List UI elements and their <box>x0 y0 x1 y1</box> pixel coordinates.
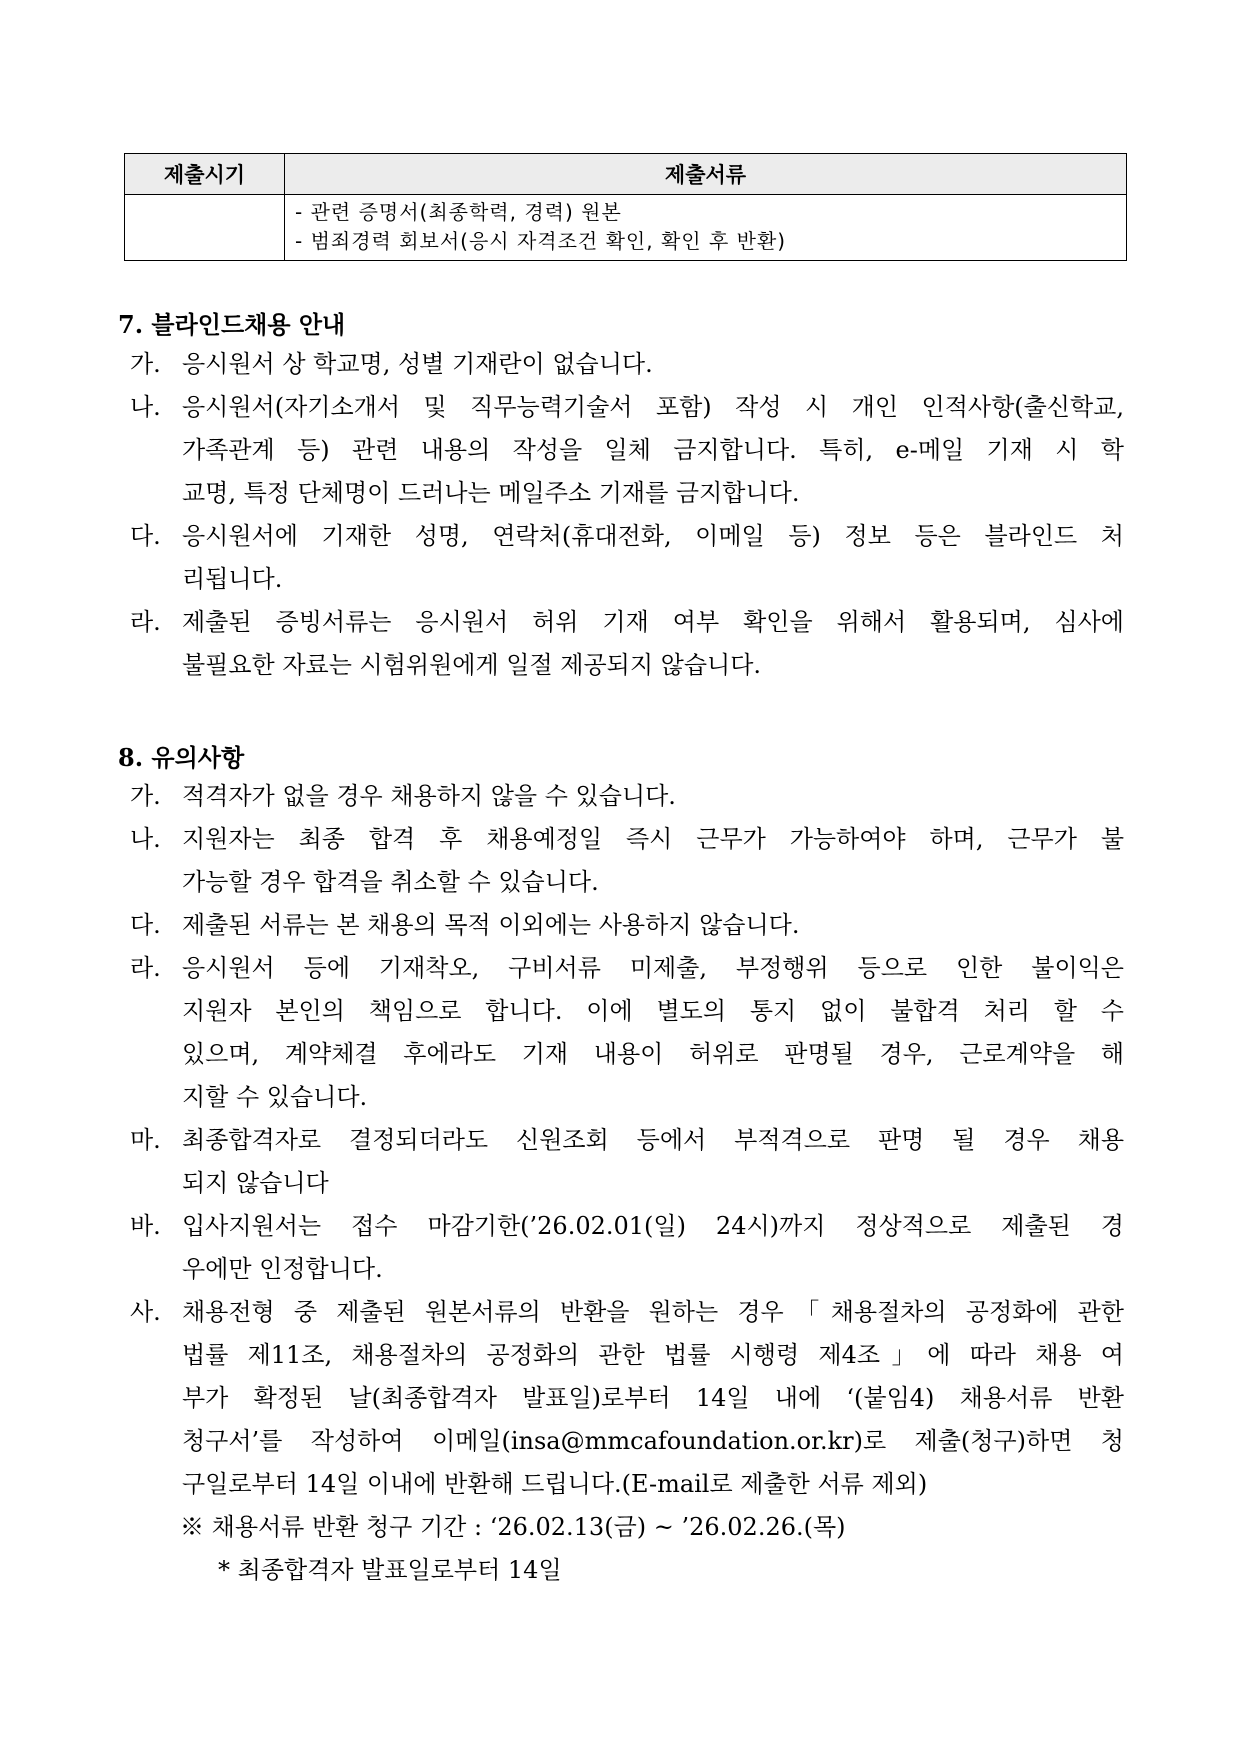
section-8-heading: 8. 유의사항 <box>118 743 245 772</box>
return-period-subnote: * 최종합격자 발표일로부터 14일 <box>218 1556 562 1584</box>
list-item-line: 구일로부터 14일 이내에 반환해 드립니다.(E-mail로 제출한 서류 제외) <box>182 1470 928 1498</box>
list-item-line: 교명, 특정 단체명이 드러나는 메일주소 기재를 금지합니다. <box>182 479 800 507</box>
list-marker: 나. <box>130 825 161 853</box>
list-item-line: 지할 수 있습니다. <box>182 1083 368 1111</box>
table-header-timing: 제출시기 <box>125 154 285 195</box>
list-item-line: 우에만 인정합니다. <box>182 1255 383 1283</box>
list-marker: 라. <box>130 954 161 982</box>
list-item-line: 청구서’를 작성하여 이메일(insa@mmcafoundation.or.kr)로 제출(청구)하면 청 <box>182 1427 1124 1455</box>
list-marker: 다. <box>130 911 161 939</box>
list-item-line: 지원자는 최종 합격 후 채용예정일 즉시 근무가 가능하여야 하며, 근무가 불 <box>182 825 1124 853</box>
list-item <box>130 515 1124 601</box>
list-item-line: 제출된 증빙서류는 응시원서 허위 기재 여부 확인을 위해서 활용되며, 심사에 <box>182 608 1124 636</box>
return-period-note: ※ 채용서류 반환 청구 기간 : ‘26.02.13(금) ~ ’26.02.26.(목) <box>180 1513 846 1541</box>
list-item-line: 되지 않습니다 <box>182 1169 329 1197</box>
list-item-line: 응시원서에 기재한 성명, 연락처(휴대전화, 이메일 등) 정보 등은 블라인드 처 <box>182 522 1124 550</box>
list-item-line: 리됩니다. <box>182 565 283 593</box>
list-marker: 나. <box>130 393 161 421</box>
list-item <box>130 904 1124 947</box>
list-item <box>130 775 1124 818</box>
list-item-line: 부가 확정된 날(최종합격자 발표일)로부터 14일 내에 ‘(붙임4) 채용서류 반환 <box>182 1384 1124 1412</box>
table-header-documents: 제출서류 <box>285 154 1127 195</box>
list-item-line: 불필요한 자료는 시험위원에게 일절 제공되지 않습니다. <box>182 651 762 679</box>
list-item-line: 최종합격자로 결정되더라도 신원조회 등에서 부적격으로 판명 될 경우 채용 <box>182 1126 1124 1154</box>
list-item-line: 가능할 경우 합격을 취소할 수 있습니다. <box>182 868 599 896</box>
list-item-line: 응시원서(자기소개서 및 직무능력기술서 포함) 작성 시 개인 인적사항(출신학교, <box>182 393 1124 421</box>
list-item <box>130 1205 1124 1291</box>
list-item-line: 지원자 본인의 책임으로 합니다. 이에 별도의 통지 없이 불합격 처리 할 수 <box>182 997 1124 1025</box>
table-header-row <box>125 154 1127 195</box>
table-cell-documents <box>285 195 1127 261</box>
list-item <box>130 818 1124 904</box>
list-item <box>130 1291 1124 1506</box>
list-item-line: 입사지원서는 접수 마감기한(’26.02.01(일) 24시)까지 정상적으로 제출된 경 <box>182 1212 1124 1240</box>
list-item <box>130 343 1124 386</box>
section-7-heading: 7. 블라인드채용 안내 <box>118 310 346 339</box>
list-item-line: 응시원서 등에 기재착오, 구비서류 미제출, 부정행위 등으로 인한 불이익은 <box>182 954 1124 982</box>
table-row <box>125 195 1127 261</box>
list-marker: 사. <box>130 1298 161 1326</box>
list-item-line: 있으며, 계약체결 후에라도 기재 내용이 허위로 판명될 경우, 근로계약을 해 <box>182 1040 1124 1068</box>
list-item <box>130 386 1124 515</box>
table-cell-timing <box>125 195 285 261</box>
list-item-line: 채용전형 중 제출된 원본서류의 반환을 원하는 경우「채용절차의 공정화에 관한 <box>182 1298 1124 1326</box>
list-item <box>130 947 1124 1119</box>
document-line: - 범죄경력 회보서(응시 자격조건 확인, 확인 후 반환) <box>295 229 787 253</box>
list-marker: 마. <box>130 1126 161 1154</box>
list-item <box>130 1119 1124 1205</box>
list-item <box>130 601 1124 687</box>
list-marker: 라. <box>130 608 161 636</box>
list-item-line: 적격자가 없을 경우 채용하지 않을 수 있습니다. <box>182 782 676 810</box>
list-item-line: 가족관계 등) 관련 내용의 작성을 일체 금지합니다. 특히, e-메일 기재 시 학 <box>182 436 1124 464</box>
list-item-line: 제출된 서류는 본 채용의 목적 이외에는 사용하지 않습니다. <box>182 911 800 939</box>
submission-table <box>124 153 1127 261</box>
list-item-line: 응시원서 상 학교명, 성별 기재란이 없습니다. <box>182 350 653 378</box>
list-item-line: 법률 제11조, 채용절차의 공정화의 관한 법률 시행령 제4조」에 따라 채용 여 <box>182 1341 1124 1369</box>
document-line: - 관련 증명서(최종학력, 경력) 원본 <box>295 200 622 224</box>
list-marker: 다. <box>130 522 161 550</box>
list-marker: 가. <box>130 350 161 378</box>
list-marker: 바. <box>130 1212 161 1240</box>
list-marker: 가. <box>130 782 161 810</box>
